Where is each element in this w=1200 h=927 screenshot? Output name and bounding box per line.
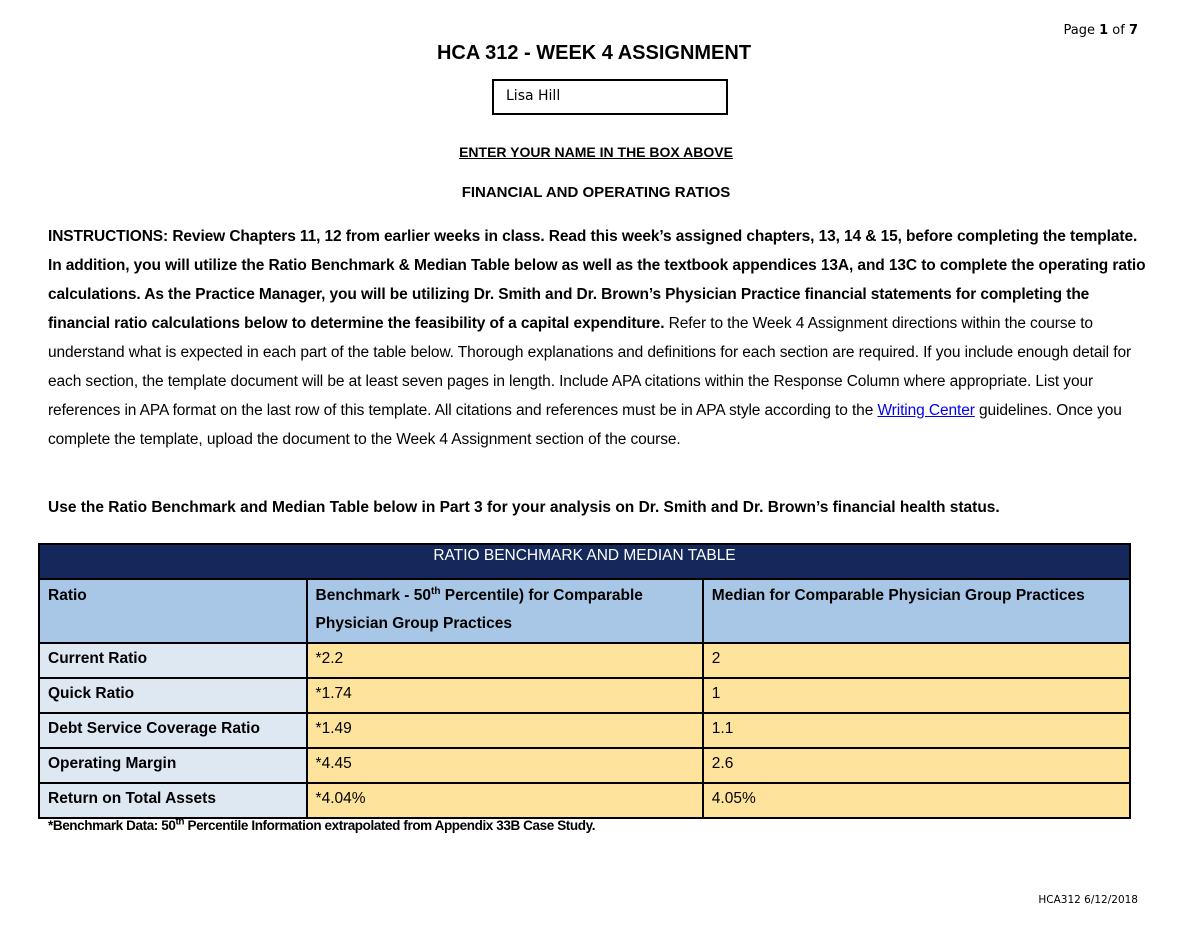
footnote-pre: *Benchmark Data: 50 (48, 818, 176, 833)
footnote-post: Percentile Information extrapolated from Appendix 33B Case Study. (184, 818, 596, 833)
table-row (39, 783, 1130, 818)
writing-center-link[interactable]: Writing Center (877, 402, 975, 419)
benchmark-value: *1.49 (307, 713, 703, 748)
instructions-body: Refer to the Week 4 Assignment directions within the course to understand what is expected in each part of the table below. Thorough explanations and definitions for each section are required. If you include enough detail for each section, the template document will be at least seven pages in length. Include APA citations within the Response Column where appropriate. List your references in APA format on the last row of this template. All citations and references must be in APA style according to the (48, 315, 1132, 419)
page-number (1063, 23, 1138, 38)
use-table-instruction: Use the Ratio Benchmark and Median Table below in Part 3 for your analysis on Dr. Smith and Dr. Brown’s financial health status. (48, 499, 1000, 516)
median-value: 2.6 (703, 748, 1130, 783)
ratio-benchmark-table (38, 543, 1131, 819)
footnote-sup: th (175, 816, 185, 828)
name-instruction: ENTER YOUR NAME IN THE BOX ABOVE (459, 144, 733, 160)
median-value: 4.05% (703, 783, 1130, 818)
column-header-ratio: Ratio (39, 579, 307, 643)
page-current: 1 (1099, 23, 1109, 38)
table-row (39, 643, 1130, 678)
benchmark-value: *1.74 (307, 678, 703, 713)
benchmark-header-post: Percentile) for Comparable Physician Group Practices (315, 587, 643, 632)
section-subtitle: FINANCIAL AND OPERATING RATIOS (461, 184, 731, 201)
page-of: of (1112, 23, 1125, 38)
median-value: 1.1 (703, 713, 1130, 748)
name-field[interactable]: Lisa Hill (492, 79, 728, 115)
table-row (39, 713, 1130, 748)
table-title-row (39, 544, 1130, 579)
table-row (39, 678, 1130, 713)
benchmark-value: *2.2 (307, 643, 703, 678)
page-total: 7 (1128, 23, 1138, 38)
ratio-name: Return on Total Assets (39, 783, 307, 818)
ratio-name: Quick Ratio (39, 678, 307, 713)
document-footer: HCA312 6/12/2018 (1038, 894, 1138, 906)
instructions-bold: INSTRUCTIONS: Review Chapters 11, 12 from earlier weeks in class. Read this week’s assigned chapters, 13, 14 & 15, before completing the template. In addition, you will utilize the Ratio Benchmark & Median Table below as well as the textbook appendices 13A, and 13C to complete the operating ratio calculations. As the Practice Manager, you will be utilizing Dr. Smith and Dr. Brown’s Physician Practice financial statements for completing the financial ratio calculations below to determine the feasibility of a capital expenditure. (48, 228, 1146, 332)
median-value: 2 (703, 643, 1130, 678)
instructions-paragraph (48, 222, 1148, 454)
ratio-name: Debt Service Coverage Ratio (39, 713, 307, 748)
table-header-row (39, 579, 1130, 643)
page-title: HCA 312 - WEEK 4 ASSIGNMENT (436, 42, 752, 64)
benchmark-value: *4.45 (307, 748, 703, 783)
benchmark-value: *4.04% (307, 783, 703, 818)
page-label: Page (1063, 23, 1095, 38)
ratio-name: Operating Margin (39, 748, 307, 783)
benchmark-footnote (48, 818, 595, 833)
instructions-tail: guidelines. Once you complete the template, upload the document to the Week 4 Assignment section of the course. (48, 402, 1122, 448)
table-title: RATIO BENCHMARK AND MEDIAN TABLE (39, 544, 1130, 579)
column-header-median: Median for Comparable Physician Group Practices (703, 579, 1130, 643)
ratio-name: Current Ratio (39, 643, 307, 678)
benchmark-header-sup: th (431, 585, 441, 597)
median-value: 1 (703, 678, 1130, 713)
column-header-benchmark (307, 579, 703, 643)
table-row (39, 748, 1130, 783)
benchmark-header-pre: Benchmark - 50 (315, 587, 431, 604)
